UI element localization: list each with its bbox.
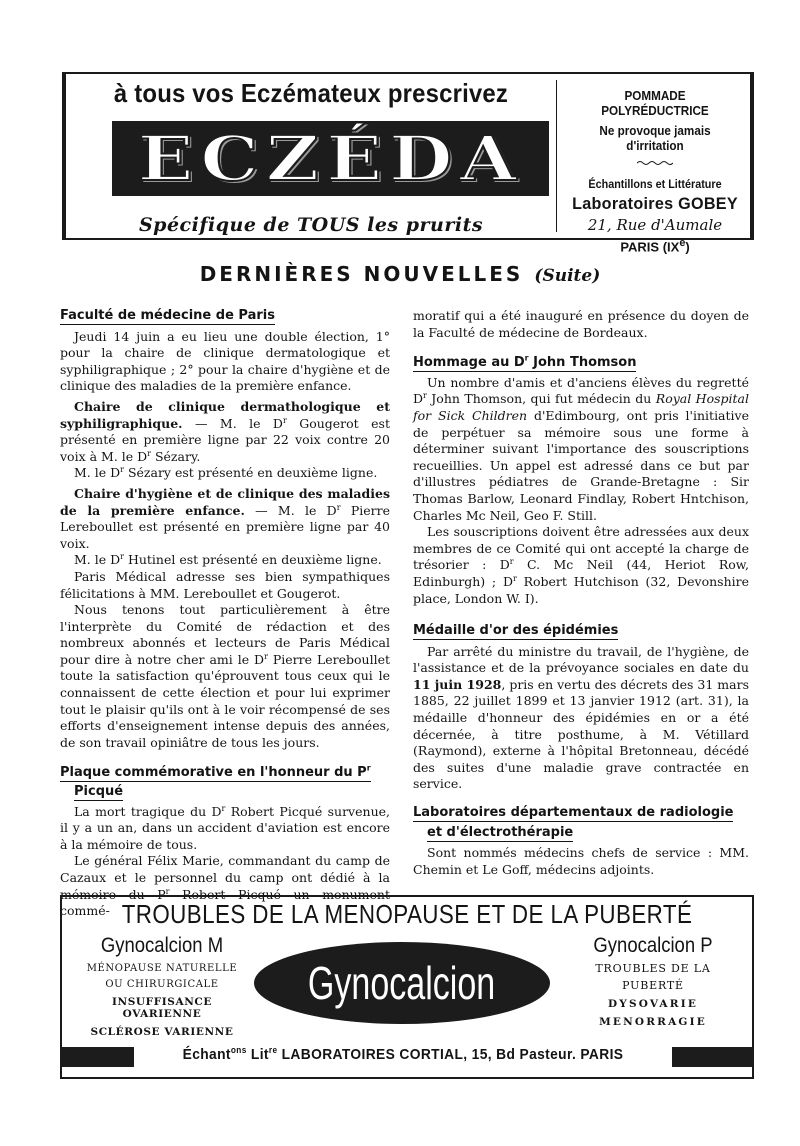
section-title: DERNIÈRES NOUVELLES bbox=[199, 262, 524, 286]
ad-bottom-right-panel bbox=[562, 934, 744, 1028]
ad-bottom-product-m: Gynocalcion M bbox=[100, 934, 224, 957]
ad-top-samples: Échantillons et Littérature bbox=[588, 177, 722, 191]
labos-paragraph-1: Sont nommés médecins chefs de service : MM. Chemin et Le Goff, médecins adjoints. bbox=[413, 845, 749, 877]
section-heading bbox=[0, 262, 800, 286]
ad-top-city: PARIS (IXe) bbox=[620, 237, 690, 255]
ad-top-headline: à tous vos Eczémateux prescrivez bbox=[113, 78, 509, 108]
plaque-paragraph-1: La mort tragique du $D^r$ Robert Picqué survenue, il y a un an, dans un accident d'aviation est encore à la mémoire de tous. bbox=[60, 803, 390, 852]
plaque-continuation: moratif qui a été inauguré en présence du doyen de la Faculté de médecine de Bordeaux. bbox=[413, 308, 749, 340]
ad-bottom-right-line1: TROUBLES DE LA bbox=[595, 962, 711, 975]
article-title-plaque-line2: Picqué bbox=[74, 784, 124, 800]
ad-bottom-left-panel bbox=[72, 934, 252, 1038]
faculte-paragraph-6: Paris Médical adresse ses bien sympathiques félicitations à MM. Lereboullet et Gougerot. bbox=[60, 568, 390, 601]
section-suffix: (Suite) bbox=[534, 266, 601, 286]
ad-top-divider bbox=[556, 80, 557, 232]
ad-top-tagline: Spécifique de TOUS les prurits bbox=[138, 214, 484, 236]
hommage-paragraph-2: Les souscriptions doivent être adressées aux deux membres de ce Comité qui ont accepté la charge de trésorier : $D^r$ C. Mc Neil (44, Heriot Row, Edinburgh) ; $D^r$ Robert Hutchison (32, Devonshire place, London W. I). bbox=[413, 524, 749, 606]
ad-bottom-left-line4: SCLÉROSE VARIENNE bbox=[90, 1026, 234, 1038]
ad-top-brand-band bbox=[112, 121, 549, 196]
faculte-paragraph-4: Chaire d'hygiène et de clinique des maladies de la première enfance. — M. le $D^r$ Pierre Lereboullet est présenté en première ligne par 40 voix. bbox=[60, 485, 390, 551]
faculte-paragraph-3: M. le $D^r$ Sézary est présenté en deuxième ligne. bbox=[74, 465, 378, 481]
ad-bottom-bar-left bbox=[60, 1047, 134, 1067]
right-column bbox=[413, 308, 749, 878]
ad-bottom-brand-name: Gynocalcion bbox=[308, 957, 496, 1009]
ad-bottom-headline: TROUBLES DE LA MENOPAUSE ET DE LA PUBERTÉ bbox=[121, 899, 693, 929]
faculte-paragraph-1: Jeudi 14 juin a eu lieu une double élection, 1° pour la chaire de clinique dermatologique et syphiligraphique ; 2° pour la chaire d'hygiène et de clinique des maladies de la première enfance. bbox=[60, 328, 390, 394]
article-title-medaille: Médaille d'or des épidémies bbox=[413, 623, 619, 639]
article-title-faculte: Faculté de médecine de Paris bbox=[60, 308, 275, 323]
article-title-labos: Laboratoires départementaux de radiologie bbox=[413, 805, 734, 821]
ad-top-product-type: POMMADE POLYRÉDUCTRICE bbox=[601, 88, 709, 118]
medaille-paragraph-1: Par arrêté du ministre du travail, de l'hygiène, de l'assistance et de la prévoyance sociales en date du 11 juin 1928, pris en vertu des décrets des 31 mars 1885, 22 juillet 1899 et 13 janvier 1912 (art. 31), la médaille d'honneur des épidémies en or a été décernée, à titre posthume, à M. Vétillard (Raymond), externe à l'hôpital Bretonneau, décédé des suites d'une maladie grave contractée en service. bbox=[413, 643, 749, 792]
left-column bbox=[60, 308, 390, 920]
faculte-paragraph-2: Chaire de clinique dermathologique et syphiligraphique. — M. le $D^r$ Gougerot est présenté en première ligne par 22 voix contre 20 voix à M. le $D^r$ Sézary. bbox=[60, 398, 390, 464]
ad-bottom-right-line4: MENORRAGIE bbox=[599, 1016, 707, 1028]
article-title-plaque: Plaque commémorative en l'honneur du $P^r$ bbox=[60, 764, 371, 781]
ad-top-brand-name: ECZÉDA bbox=[137, 121, 524, 195]
ad-bottom-left-line1: MÉNOPAUSE NATURELLE bbox=[86, 963, 238, 974]
ad-bottom-right-line3: DYSOVARIE bbox=[607, 998, 699, 1010]
ad-top-address: 21, Rue d'Aumale bbox=[587, 216, 723, 234]
ad-bottom-left-line3: INSUFFISANCE OVARIENNE bbox=[112, 996, 212, 1020]
ad-top-laboratory: Laboratoires GOBEY bbox=[572, 194, 738, 213]
ad-bottom-right-line2: PUBERTÉ bbox=[622, 979, 684, 992]
ad-bottom-brand-ellipse bbox=[254, 942, 550, 1024]
ad-top-right-panel bbox=[560, 82, 750, 254]
ad-bottom-left-line2: OU CHIRURGICALE bbox=[105, 979, 219, 990]
faculte-paragraph-5: M. le $D^r$ Hutinel est présenté en deuxième ligne. bbox=[74, 552, 382, 568]
ad-top-product-claim: Ne provoque jamais d'irritation bbox=[599, 123, 711, 153]
ad-bottom-footer: Échant$^{ons}$ Lit$^{re}$ LABORATOIRES CORTIAL, 15, Bd Pasteur. PARIS bbox=[182, 1045, 624, 1063]
ad-bottom-product-p: Gynocalcion P bbox=[593, 934, 713, 957]
article-title-hommage: Hommage au $D^r$ John Thomson bbox=[413, 353, 637, 371]
hommage-paragraph-1: Un nombre d'amis et d'anciens élèves du regretté $D^r$ John Thomson, qui fut médecin du Royal Hospital for Sick Children d'Edimbourg, ont pris l'initiative de perpétuer sa mémoire sous une forme à déterminer suivant l'importance des souscriptions recueillies. Un appel est adressé dans ce but par d'illustres pédiatres de Grande-Bretagne : Sir Thomas Barlow, Leonard Findlay, Robert Hntchison, Charles Mc Neil, Geo F. Still. bbox=[413, 374, 749, 523]
article-title-labos-line2: et d'électrothérapie bbox=[427, 824, 574, 840]
ornament-icon bbox=[637, 160, 673, 166]
ad-bottom-bar-right bbox=[672, 1047, 754, 1067]
faculte-paragraph-7: Nous tenons tout particulièrement à être l'interprète du Comité de rédaction et des nombreux abonnés et lecteurs de Paris Médical pour dire à notre cher ami le $D^r$ Pierre Lereboullet toute la satisfaction qu'éprouvent tous ceux qui le connaissent de cette élection et pour lui exprimer tout le plaisir qu'ils ont à le voir récompensé de ses efforts d'enseignement intense depuis des années, de son travail opiniâtre de tous les jours. bbox=[60, 602, 391, 750]
plaque-paragraph-2: Le général Félix Marie, commandant du camp de Cazaux et le personnel du camp ont dédié à la mémoire du $P^r$ Robert Picqué un monument commé- bbox=[60, 853, 390, 919]
